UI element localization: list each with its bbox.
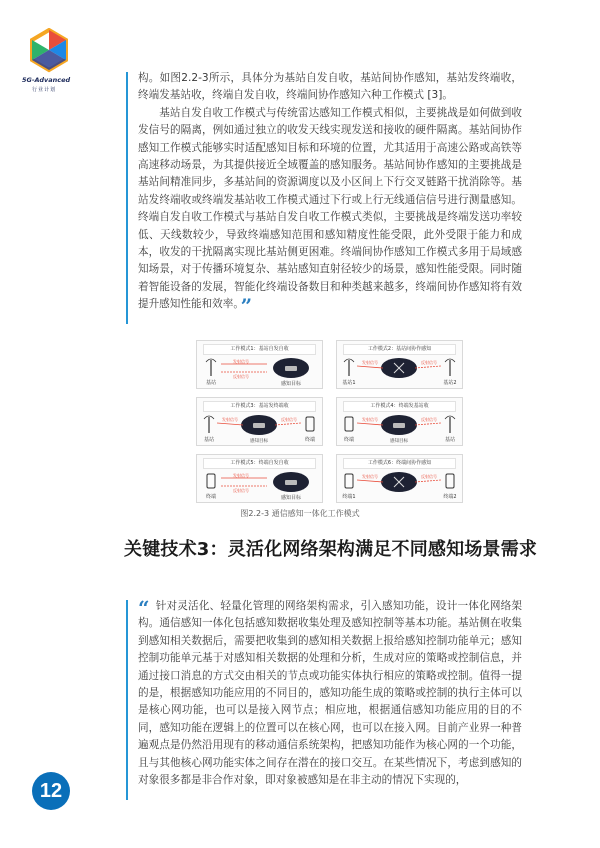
mode-panel-title: 工作模式1：基站自发自收 [203,344,316,355]
left-label: 终端 [205,494,217,500]
right-label: 基站 [444,437,456,443]
signal-arrow [357,480,383,482]
mode-panel-2 [336,340,463,389]
car-icon [285,366,297,371]
figure-caption: 图2.2-3 通信感知一体化工作模式 [240,509,360,518]
mode-3-diagram [197,411,322,445]
left-label: 终端 [343,437,355,443]
logo-icon [28,28,70,74]
left-label: 基站1 [342,380,356,386]
right-label: 终端2 [443,494,457,500]
phone-icon [207,474,215,488]
paragraph-2 [138,105,522,319]
left-label: 终端1 [342,494,356,500]
right-label: 感知目标 [280,495,302,501]
tower-icon [445,416,455,433]
signal-label: 反射信号 [421,417,437,422]
mode-panel-title: 工作模式2：基站间协作感知 [343,344,456,355]
phone-icon [306,417,314,431]
phone-icon [345,474,353,488]
tower-icon [445,359,455,376]
signal-label: 反射信号 [421,474,437,479]
signal-arrow [415,480,441,482]
mode-panel-3 [196,397,323,446]
accent-bar-top [126,72,128,324]
signal-arrow [415,366,441,368]
logo-subtitle: 行业计划 [32,87,57,93]
signal-label: 反射信号 [233,488,249,493]
page-number: 12 [32,772,70,810]
car-icon [285,480,297,485]
right-label: 基站2 [443,380,457,386]
paragraph-1: 构。如图2.2-3所示，具体分为基站自发自收，基站间协作感知，基站发终端收，终端发基站收，终端自发自收，终端间协作感知六种工作模式 [3]。 [138,72,522,102]
signal-arrow [275,423,301,425]
closing-quote-icon: ” [240,294,253,319]
signal-label: 反射信号 [421,360,437,365]
mode-5-diagram [197,468,322,502]
left-label: 基站 [205,380,217,386]
right-label: 终端 [304,437,316,443]
signal-label: 发射信号 [233,359,249,364]
section-heading: 关键技术3：灵活化网络架构满足不同感知场景需求 [124,539,538,560]
right-label: 感知目标 [280,381,302,387]
opening-quote-icon: “ [138,596,150,620]
logo [22,20,78,102]
car-icon [393,423,405,428]
signal-label: 发射信号 [222,417,238,422]
tower-icon [344,359,354,376]
mode-2-diagram [337,354,462,388]
phone-icon [446,474,454,488]
tower-icon [206,359,216,376]
signal-arrow [217,423,243,425]
mode-panel-title: 工作模式5：终端自发自收 [203,458,316,469]
accent-bar-bottom [126,600,128,800]
mode-4-diagram [337,411,462,445]
mode-6-diagram [337,468,462,502]
signal-label: 反射信号 [233,374,249,379]
signal-label: 发射信号 [362,417,378,422]
paragraph-3-text: 针对灵活化、轻量化管理的网络架构需求，引入感知功能，设计一体化网络架构。通信感知一体化包括感知数据收集处理及感知控制等基本功能。基站侧在收集到感知相关数据后，需要把收集到的感知相关数据上报给感知控制功能单元；感知控制功能单元基于对感知相关数据的处理和分析，生成对应的策略或控制信息，并通过接口消息的方式交由相关的节点或功能实体执行相应的策略或控制。值得一提的是，根据感知功能应用的不同目的，感知功能生成的策略或控制的执行主体可以是核心网功能，也可以是接入网节点；相应地，根据通信感知功能应用的目的不同，感知功能在逻辑上的位置可以在核心网，也可以在接入网。目前产业界一种普遍观点是仍然沿用现有的移动通信系统架构，把感知功能作为核心网的一个功能，且与其他核心网功能实体之间存在潜在的接口交互。在某些情况下，考虑到感知的对象很多都是非合作对象，即对象被感知是在非主动的情况下实现的， [138,600,522,787]
figure-work-modes [196,340,466,502]
mid-label: 感知目标 [390,439,408,444]
signal-label: 发射信号 [362,360,378,365]
mode-panel-1 [196,340,323,389]
paragraph-2-text: 基站自发自收工作模式与传统雷达感知工作模式相似，主要挑战是如何做到收发信号的隔离，例如通过独立的收发天线实现发送和接收的硬件隔离。基站间协作感知工作模式能够实时适配感知目标和环境的位置，尤其适用于高速公路或高铁等高速移动场景，为其提供接近全域覆盖的感知服务。基站间协作感知的主要挑战是基站间精准同步，多基站间的资源调度以及小区间上下行交叉链路干扰消除等。基站发终端收或终端发基站收工作模式通过下行或上行无线通信信号进行测量感知。终端自发自收工作模式与基站自发自收工作模式类似，主要挑战是终端发送功率较低、天线数较少，导致终端感知范围和感知精度性能受限，此外受限于能力和成本，收发的干扰隔离实现比基站侧更困难。终端间协作感知工作模式多用于局域感知场景，对于传播环境复杂、基站感知直射径较少的场景，感知性能受限。同时随着智能设备的发展，智能化终端设备数目和种类越来越多，终端间协作感知将有效提升感知性能和效率。 [138,106,522,311]
mode-panel-title: 工作模式3：基站发终端收 [203,401,316,412]
phone-icon [345,417,353,431]
signal-label: 反射信号 [281,417,297,422]
mode-panel-4 [336,397,463,446]
mid-label: 感知目标 [250,439,268,444]
mode-panel-6 [336,454,463,503]
body-text-top [138,70,522,319]
logo-brand: 5G-Advanced [22,76,71,84]
paragraph-3 [138,598,522,789]
mode-1-diagram [197,354,322,388]
signal-arrow [357,366,383,368]
left-label: 基站 [203,437,215,443]
mode-panel-title: 工作模式6：终端间协作感知 [343,458,456,469]
mode-panel-5 [196,454,323,503]
body-text-bottom [138,598,522,789]
signal-arrow [357,423,383,425]
signal-arrow [415,423,441,425]
car-icon [253,423,265,428]
signal-label: 发射信号 [233,473,249,478]
mode-panel-title: 工作模式4：终端发基站收 [343,401,456,412]
signal-label: 发射信号 [362,474,378,479]
tower-icon [204,416,214,433]
